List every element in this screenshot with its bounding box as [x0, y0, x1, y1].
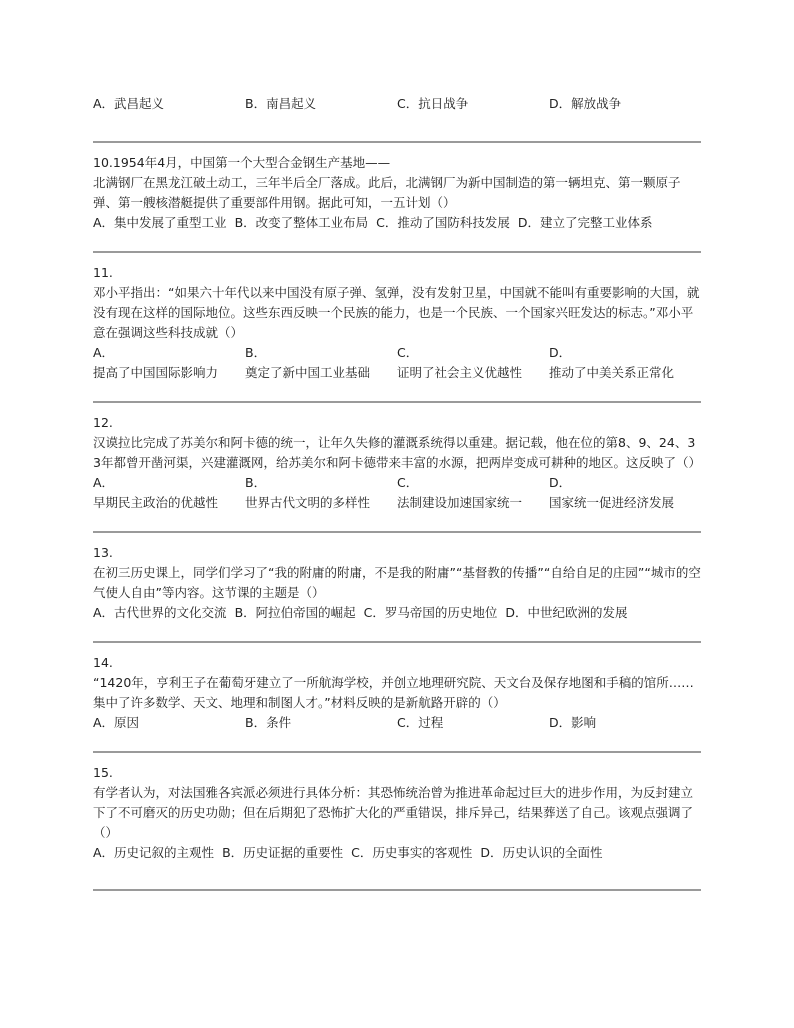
- question-stem: 汉谟拉比完成了苏美尔和阿卡德的统一，让年久失修的灌溉系统得以重建。据记载，他在位的第8、9、24、33年都曾开凿河渠，兴建灌溉网，给苏美尔和阿卡德带来丰富的水源，把两岸变成可耕种的地区。这反映了（）: [93, 435, 701, 470]
- question-number: 11.: [93, 265, 113, 280]
- question-number: 15.: [93, 765, 113, 780]
- question-12: [93, 403, 701, 513]
- option-a[interactable]: A．集中发展了重型工业: [93, 215, 227, 230]
- option-letter: D．: [549, 475, 572, 490]
- question-stem: 有学者认为，对法国雅各宾派必须进行具体分析：其恐怖统治曾为推进革命起过巨大的进步作用，为反封建立下了不可磨灭的历史功勋；但在后期犯了恐怖扩大化的严重错误，排斥异己，结果葬送了自己。该观点强调了（）: [93, 785, 694, 840]
- option-b[interactable]: B．南昌起义: [245, 96, 317, 111]
- option-letter: A．: [93, 345, 115, 360]
- option-letter: D．: [549, 345, 572, 360]
- question-number: 14.: [93, 655, 113, 670]
- question-13: [93, 533, 701, 623]
- question-number: 10.: [93, 155, 113, 170]
- option-d[interactable]: D．中世纪欧洲的发展: [505, 605, 628, 620]
- option-b[interactable]: [245, 473, 397, 513]
- question-stem: “1420年，亨利王子在葡萄牙建立了一所航海学校，并创立地理研究院、天文台及保存地图和手稿的馆所……集中了许多数学、天文、地理和制图人才。”材料反映的是新航路开辟的（）: [93, 675, 694, 710]
- question-stem: [93, 153, 701, 173]
- question-options: [93, 343, 701, 383]
- option-a[interactable]: A．原因: [93, 715, 140, 730]
- question-10: [93, 143, 701, 233]
- question-number: 13.: [93, 545, 113, 560]
- question-options: [93, 473, 701, 513]
- option-a[interactable]: A．历史记叙的主观性: [93, 845, 215, 860]
- option-text: 世界古代文明的多样性: [245, 495, 371, 510]
- option-letter: C．: [397, 475, 419, 490]
- option-c[interactable]: C．推动了国防科技发展: [376, 215, 510, 230]
- option-d[interactable]: [549, 473, 701, 513]
- option-c[interactable]: C．过程: [397, 715, 444, 730]
- option-d[interactable]: D．解放战争: [549, 96, 622, 111]
- question-14: [93, 643, 701, 733]
- question-11: [93, 253, 701, 383]
- question-options: [93, 213, 701, 233]
- option-text: 国家统一促进经济发展: [549, 495, 675, 510]
- separator: [93, 889, 701, 891]
- option-a[interactable]: [93, 343, 245, 383]
- question-15: [93, 753, 701, 863]
- question-options: [93, 713, 701, 733]
- question-stem: 在初三历史课上，同学们学习了“我的附庸的附庸，不是我的附庸”“基督教的传播”“自给自足的庄园”“城市的空气使人自由”等内容。这节课的主题是（）: [93, 565, 701, 600]
- option-text: 奠定了新中国工业基础: [245, 365, 371, 380]
- option-b[interactable]: B．改变了整体工业布局: [234, 215, 369, 230]
- option-d[interactable]: D．建立了完整工业体系: [517, 215, 653, 230]
- stem-line: 1954年4月，中国第一个大型合金钢生产基地——: [112, 155, 391, 170]
- option-b[interactable]: B．阿拉伯帝国的崛起: [234, 605, 356, 620]
- option-letter: B．: [245, 475, 267, 490]
- option-letter: B．: [245, 345, 267, 360]
- option-a[interactable]: A．武昌起义: [93, 96, 165, 111]
- option-c[interactable]: [397, 473, 549, 513]
- option-b[interactable]: B．条件: [245, 715, 292, 730]
- option-b[interactable]: B．历史证据的重要性: [222, 845, 344, 860]
- question-options: [93, 603, 701, 623]
- option-c[interactable]: C．抗日战争: [397, 96, 469, 111]
- option-text: 早期民主政治的优越性: [93, 495, 219, 510]
- question-9-options: [93, 94, 701, 114]
- option-d[interactable]: [549, 343, 701, 383]
- option-c[interactable]: [397, 343, 549, 383]
- option-text: 提高了中国国际影响力: [93, 365, 219, 380]
- option-a[interactable]: [93, 473, 245, 513]
- option-text: 推动了中美关系正常化: [549, 365, 675, 380]
- option-b[interactable]: [245, 343, 397, 383]
- question-options: [93, 843, 701, 863]
- option-c[interactable]: C．罗马帝国的历史地位: [363, 605, 498, 620]
- option-d[interactable]: D．影响: [549, 715, 597, 730]
- option-letter: A．: [93, 475, 115, 490]
- question-stem: 邓小平指出：“如果六十年代以来中国没有原子弹、氢弹，没有发射卫星，中国就不能叫有重要影响的大国，就没有现在这样的国际地位。这些东西反映一个民族的能力，也是一个民族、一个国家兴旺发达的标志。”邓小平意在强调这些科技成就（）: [93, 285, 700, 340]
- option-c[interactable]: C．历史事实的客观性: [351, 845, 473, 860]
- question-number: 12.: [93, 415, 113, 430]
- question-list: [93, 0, 701, 891]
- question-stem-continued: 北满钢厂在黑龙江破土动工，三年半后全厂落成。此后，北满钢厂为新中国制造的第一辆坦克、第一颗原子弹、第一艘核潜艇提供了重要部件用钢。据此可知，一五计划（）: [93, 175, 681, 210]
- option-text: 法制建设加速国家统一: [397, 495, 523, 510]
- option-letter: C．: [397, 345, 419, 360]
- option-text: 证明了社会主义优越性: [397, 365, 523, 380]
- option-d[interactable]: D．历史认识的全面性: [480, 845, 603, 860]
- option-a[interactable]: A．古代世界的文化交流: [93, 605, 227, 620]
